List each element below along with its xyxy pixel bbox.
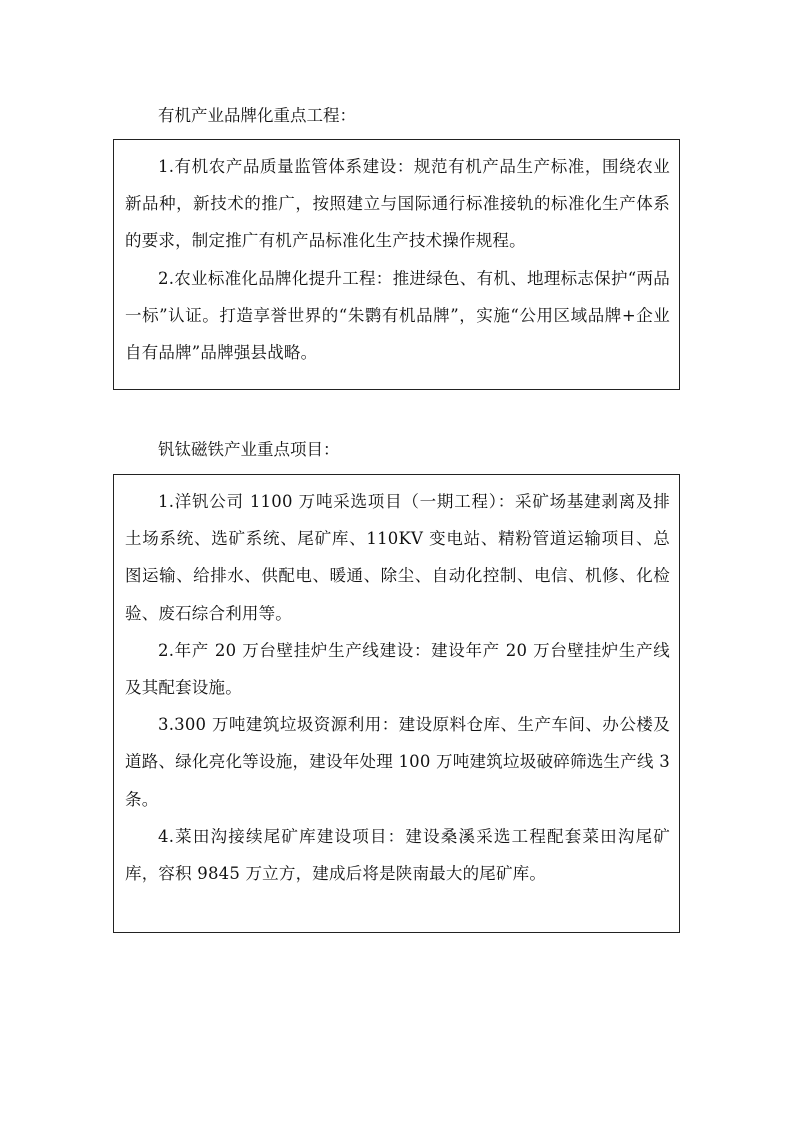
project-item: 2.年产 20 万台壁挂炉生产线建设：建设年产 20 万台壁挂炉生产线及其配套设施。 xyxy=(125,640,670,698)
project-item: 2.农业标准化品牌化提升工程：推进绿色、有机、地理标志保护“两品一标”认证。打造享誉世界的“朱鹮有机品牌”，实施“公用区域品牌+企业自有品牌”品牌强县战略。 xyxy=(125,268,670,363)
organic-industry-projects-box xyxy=(113,139,680,390)
project-item: 4.菜田沟接续尾矿库建设项目：建设桑溪采选工程配套菜田沟尾矿库，容积 9845 万立方，建成后将是陕南最大的尾矿库。 xyxy=(125,826,670,884)
project-item: 1.有机农产品质量监管体系建设：规范有机产品生产标准，围绕农业新品种，新技术的推广，按照建立与国际通行标准接轨的标准化生产体系的要求，制定推广有机产品标准化生产技术操作规程。 xyxy=(125,157,670,251)
vanadium-titanium-projects-box xyxy=(113,474,680,933)
section-heading-vanadium-titanium: 钒钛磁铁产业重点项目： xyxy=(158,440,340,459)
section-heading-organic-industry: 有机产业品牌化重点工程： xyxy=(158,106,356,125)
project-item: 3.300 万吨建筑垃圾资源利用：建设原料仓库、生产车间、办公楼及道路、绿化亮化等设施，建设年处理 100 万吨建筑垃圾破碎筛选生产线 3 条。 xyxy=(125,715,670,809)
project-item: 1.洋钒公司 1100 万吨采选项目（一期工程）：采矿场基建剥离及排土场系统、选矿系统、尾矿库、110KV 变电站、精粉管道运输项目、总图运输、给排水、供配电、暖通、除尘、自动化控制、电信、机修、化检验、废石综合利用等。 xyxy=(125,492,670,623)
